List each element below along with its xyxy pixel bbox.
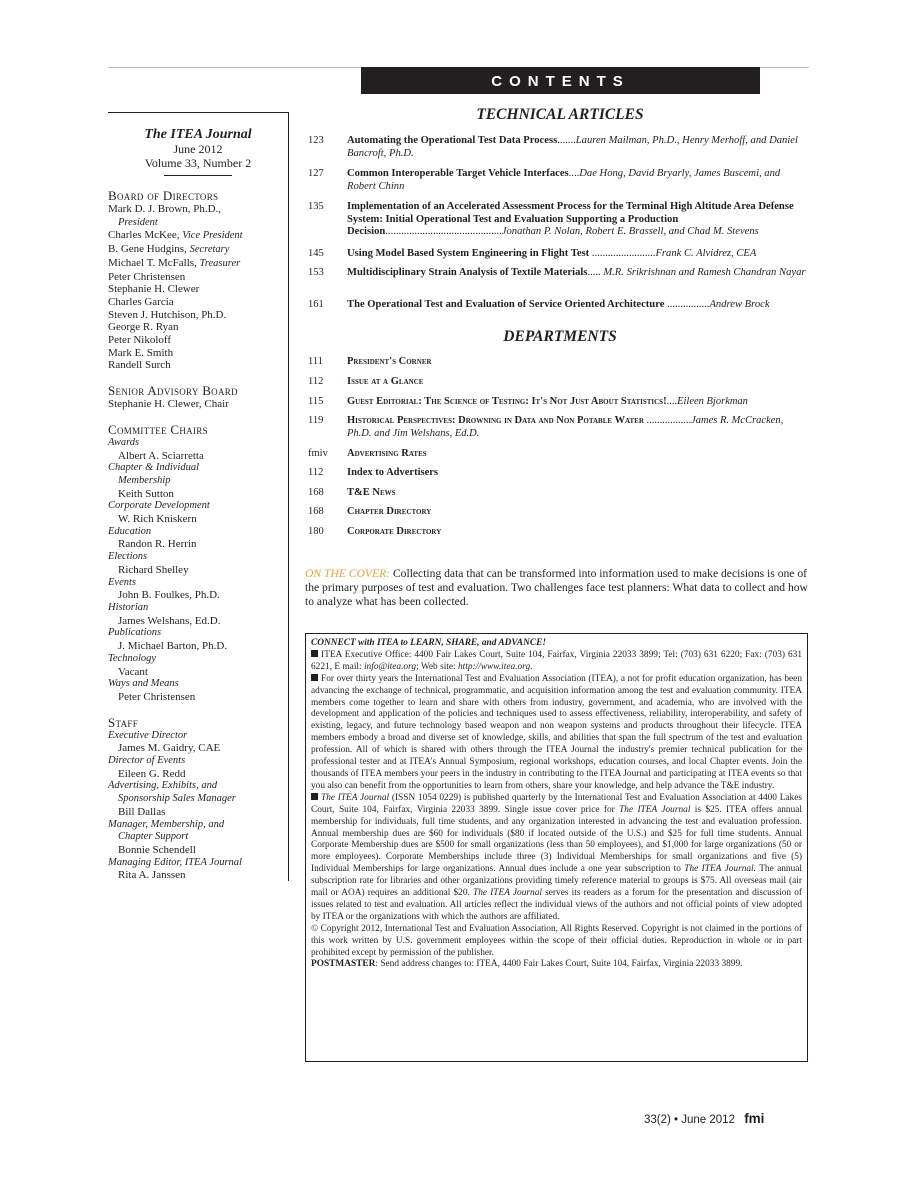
department-authors: Eileen Bjorkman [677, 396, 748, 407]
board-member [108, 334, 288, 347]
committee-name: Richard Shelley [118, 563, 189, 576]
department-body [347, 356, 808, 369]
staff-category: Manager, Membership, and [108, 818, 225, 830]
leader-dots: ................ [664, 299, 710, 310]
bullet-square-icon [311, 793, 318, 800]
committee-section [108, 423, 288, 704]
board-member-role: Vice President [182, 230, 243, 242]
article-body [347, 168, 808, 193]
article-page: 145 [308, 248, 324, 259]
connect-heading: CONNECT with ITEA to LEARN, SHARE, and ADVANCE! [311, 638, 546, 648]
leader-dots: .... [568, 168, 580, 179]
department-page: 112 [308, 376, 324, 387]
issue-date: June 2012 [173, 142, 223, 156]
article-title: Common Interoperable Target Vehicle Interfaces [347, 168, 569, 179]
board-member-name: Charles McKee, [108, 229, 180, 242]
staff-section [108, 716, 288, 882]
board-member [108, 309, 288, 322]
pub-title-4: The ITEA Journal [473, 888, 542, 899]
website-link[interactable]: http://www.itea.org [457, 661, 531, 672]
departments-heading: DEPARTMENTS [503, 328, 617, 345]
department-page: 111 [308, 356, 323, 367]
board-member-name: Charles Garcia [108, 295, 174, 308]
staff-category: Director of Events [108, 755, 186, 767]
board-member-name: Mark D. J. Brown, Ph.D., [108, 203, 222, 215]
footer-page-mark: fmi [744, 1111, 765, 1126]
committee-category: Chapter & Individual [108, 462, 199, 474]
pub-title: The ITEA Journal [321, 792, 390, 803]
department-body [347, 376, 808, 389]
board-member [108, 359, 288, 372]
staff-name: Eileen G. Redd [118, 767, 186, 780]
itea-info-box [305, 633, 808, 1062]
board-member-name: Stephanie H. Clewer [108, 283, 200, 296]
committee-category: Ways and Means [108, 678, 179, 690]
board-member-role: President [118, 216, 158, 228]
board-member-name: Randell Surch [108, 359, 171, 372]
technical-articles-heading: TECHNICAL ARTICLES [476, 106, 644, 123]
committee-name: Vacant [118, 665, 148, 678]
advisory-section [108, 384, 288, 411]
board-member [108, 283, 288, 296]
department-entry [308, 487, 808, 500]
committee-name: J. Michael Barton, Ph.D. [118, 640, 228, 653]
committee-name: James Welshans, Ed.D. [118, 614, 221, 627]
board-member [108, 229, 288, 243]
department-body [347, 415, 808, 440]
pub-text-2: is $25. ITEA offers annual membership for individuals, full time students, and any organization interested in advancing the test and evaluation profession. Annual membership dues are $60 for individuals ($80 if located outside of the U.S.) and $25 for full time students. Annual Corporate Membership dues are $500 for small organizations (less than 50 employees), and $1,000 for large organizations (50 or more employees). Corporate Memberships include three (3) Individual Memberships for small organizations and five (5) Individual Memberships for large organizations. Annual dues include a one year subscription to [311, 804, 802, 875]
article-authors: Jonathan P. Nolan, Robert E. Brassell, and Chad M. Stevens [501, 226, 759, 237]
article-entry [308, 201, 808, 239]
board-member-role-line [108, 216, 288, 230]
department-entry [308, 415, 808, 440]
article-page: 161 [308, 299, 324, 310]
department-title: Guest Editorial: The Science of Testing: It's Not Just About Statistics! [347, 396, 667, 407]
staff-name: Bonnie Schendell [118, 843, 196, 856]
committee-category: Corporate Development [108, 500, 210, 512]
board-member-name: Mark E. Smith [108, 346, 174, 359]
board-member [108, 243, 288, 257]
masthead-divider [164, 175, 232, 176]
staff-category: Executive Director [108, 729, 188, 741]
bullet-square-icon [311, 674, 318, 681]
department-page: 115 [308, 396, 324, 407]
article-authors: Frank C. Alvidrez, CEA [655, 248, 757, 259]
board-member-name: B. Gene Hudgins, [108, 243, 187, 256]
article-title: The Operational Test and Evaluation of Service Oriented Architecture [347, 299, 665, 310]
committee-category: Publications [108, 627, 162, 639]
staff-name: James M. Gaidry, CAE [118, 742, 221, 755]
pub-title-2: The ITEA Journal [619, 804, 691, 815]
article-entry [308, 299, 808, 312]
advisory-chair: Stephanie H. Clewer, Chair [108, 398, 229, 411]
department-body [347, 448, 808, 461]
article-title: Multidisciplinary Strain Analysis of Textile Materials [347, 267, 588, 278]
board-member [108, 203, 288, 216]
article-body [347, 201, 808, 239]
office-text: ITEA Executive Office: 4400 Fair Lakes Court, Suite 104, Fairfax, Virginia 22033 3899; Tel: (703) 631 6220; Fax: (703) 631 6221, E mail: [311, 649, 802, 672]
committee-name: Keith Sutton [118, 487, 174, 500]
department-entry [308, 448, 808, 461]
issue-volume: Volume 33, Number 2 [144, 156, 252, 170]
article-entry [308, 135, 808, 160]
board-section [108, 189, 288, 372]
leader-dots: .... [666, 396, 678, 407]
staff-category-cont: Sponsorship Sales Manager [118, 793, 236, 805]
board-member [108, 321, 288, 334]
article-page: 127 [308, 168, 324, 179]
board-member-name: Steven J. Hutchison, Ph.D. [108, 308, 227, 321]
committee-category: Events [108, 576, 136, 588]
board-member [108, 296, 288, 309]
department-page: 168 [308, 506, 324, 517]
pub-text-4: serves its readers as a forum for the presentation and discussion of issues related to test and evaluation. All articles reflect the individual views of the authors and not official points of view adopted by ITEA or the organizations with which the authors are affiliated. [311, 888, 803, 922]
article-page: 123 [308, 135, 324, 146]
leader-dots: ..... [587, 267, 604, 278]
department-body [347, 506, 808, 519]
committee-name: Peter Christensen [118, 690, 196, 703]
department-page: 112 [308, 467, 324, 478]
committee-name: Albert A. Sciarretta [118, 449, 204, 462]
board-member-name: George R. Ryan [108, 321, 179, 334]
committee-name: W. Rich Kniskern [118, 513, 197, 526]
article-entry [308, 168, 808, 193]
committee-category: Historian [108, 601, 149, 613]
staff-name: Bill Dallas [118, 805, 166, 818]
board-member-role: Secretary [189, 244, 230, 256]
cover-text: Collecting data that can be transformed into information used to make decisions is one of the primary purposes of test and evaluation. Two challenges face test planners: What data to collect and how to analyze what has been collected. [305, 567, 808, 608]
cover-description [305, 567, 810, 608]
staff-name: Rita A. Janssen [118, 869, 186, 882]
article-title: Automating the Operational Test Data Process [347, 135, 558, 146]
email-link[interactable]: info@itea.org [363, 661, 417, 672]
board-member [108, 271, 288, 284]
article-authors: M.R. Srikrishnan and Ramesh Chandran Nayar [603, 267, 806, 278]
department-body [347, 396, 808, 409]
department-body [347, 526, 808, 539]
web-end: . [530, 661, 533, 672]
article-body [347, 135, 808, 160]
article-authors: Andrew Brock [709, 299, 770, 310]
department-title: T&E News [347, 487, 396, 498]
department-page: fmiv [308, 448, 328, 459]
leader-dots: ............................................ [385, 226, 502, 237]
cover-label: ON THE COVER: [305, 567, 391, 580]
committee-name: John B. Foulkes, Ph.D. [118, 589, 220, 602]
staff-category: Advertising, Exhibits, and [108, 780, 218, 792]
leader-dots: ....... [557, 135, 576, 146]
pub-text-1: (ISSN 1054 0229) is published quarterly by the International Test and Evaluation Association at 4400 Lakes Court, Suite 104, Fairfax, Virginia 22033 3899. Single issue cover price for [311, 792, 803, 815]
footer-issue: 33(2) • June 2012 [644, 1114, 735, 1126]
department-entry [308, 526, 808, 539]
department-title: Corporate Directory [347, 526, 442, 537]
leader-dots: ........................ [589, 248, 656, 259]
committee-name: Randon R. Herrin [118, 538, 197, 551]
department-entry [308, 506, 808, 519]
department-entry [308, 376, 808, 389]
department-page: 119 [308, 415, 324, 426]
committee-category-cont: Membership [118, 474, 171, 486]
committee-category: Awards [108, 436, 140, 448]
committee-category: Education [108, 525, 152, 537]
article-authors: Lauren Mailman, Ph.D., Henry Merhoff, and Daniel Bancroft, Ph.D. [347, 135, 798, 159]
board-member [108, 257, 288, 271]
board-heading: Board of Directors [108, 188, 219, 203]
department-title: Chapter Directory [347, 506, 432, 517]
board-member-name: Peter Nikoloff [108, 334, 172, 347]
bullet-square-icon [311, 650, 318, 657]
staff-heading: Staff [108, 714, 139, 730]
department-title: Issue at a Glance [347, 376, 424, 387]
staff-category-cont: Chapter Support [118, 831, 189, 843]
committee-category: Technology [108, 652, 157, 664]
article-body [347, 267, 808, 280]
article-body [347, 299, 808, 312]
article-page: 135 [308, 201, 324, 212]
pub-title-3: The ITEA Journal. [684, 864, 756, 875]
department-entry [308, 467, 808, 480]
about-text: For over thirty years the International Test and Evaluation Association (ITEA), a not for profit education organization, has been advancing the exchange of technical, programmatic, and acquisition information among the test and evaluation community. ITEA members come together to learn and share with others from industry, government, and academia, who are involved with the development and application of the policies and techniques used to assess effectiveness, reliability, interoperability, and safety of existing, legacy, and future technology based weapon and non weapon systems and products throughout their lifecycle. ITEA members embody a broad and diverse set of knowledge, skills, and abilities that span the full spectrum of the test and evaluation profession. All of which is shared with others through the ITEA Journal the industry's premier technical publication for the professional tester and at ITEA's Annual Symposium, regional workshops, education courses, and local Chapter events. Join the thousands of ITEA members your peers in the industry in contributing to the ITEA Journal and participating at ITEA events so that you also can benefit from the opportunities to learn from others, share your knowledge, and help advance the T&E industry. [311, 673, 802, 791]
board-member-name: Michael T. McFalls, [108, 256, 197, 269]
web-label: ; Web site: [416, 661, 458, 672]
department-entry [308, 396, 808, 409]
staff-category: Managing Editor, ITEA Journal [108, 856, 242, 868]
department-page: 168 [308, 487, 324, 498]
copyright-text: © Copyright 2012, International Test and Evaluation Association, All Rights Reserved. Copyright is not claimed in the portions of this work written by U.S. government employees within the scope of their official duties. Reproduction in whole or in part prohibited except by permission of the publisher. [311, 923, 802, 958]
committee-heading: Committee Chairs [108, 421, 208, 437]
board-member-name: Peter Christensen [108, 270, 186, 283]
department-body [347, 467, 808, 480]
advisory-heading: Senior Advisory Board [108, 383, 238, 399]
contents-banner: CONTENTS [361, 67, 760, 94]
department-title: Historical Perspectives: Drowning in Data and Non Potable Water [347, 415, 644, 426]
postmaster-text: : Send address changes to: ITEA, 4400 Fair Lakes Court, Suite 104, Fairfax, Virginia 22033 3899. [375, 959, 743, 970]
journal-title: The ITEA Journal [144, 127, 252, 142]
department-title: Index to Advertisers [347, 467, 438, 478]
department-body [347, 487, 808, 500]
department-entry [308, 356, 808, 369]
masthead-sidebar [108, 112, 289, 881]
article-page: 153 [308, 267, 324, 278]
article-entry [308, 248, 808, 261]
article-entry [308, 267, 808, 280]
board-member-role: Treasurer [199, 257, 241, 269]
department-title: Advertising Rates [347, 448, 427, 459]
department-page: 180 [308, 526, 324, 537]
article-title: Implementation of an Accelerated Assessment Process for the Terminal High Altitude Area Defense System: Initial Operational Test and Evaluation Supporting a Production Decision [347, 201, 794, 237]
article-title: Using Model Based System Engineering in Flight Test [347, 248, 590, 259]
article-body [347, 248, 808, 261]
leader-dots: ................. [643, 415, 692, 426]
committee-category: Elections [108, 551, 148, 563]
page-footer [644, 1111, 764, 1126]
article-authors: Dae Hong, David Bryarly, James Buscemi, and Robert Chinn [347, 168, 781, 192]
postmaster-label: POSTMASTER [311, 959, 376, 970]
department-authors: James R. McCracken, Ph.D. and Jim Welshans, Ed.D. [347, 415, 784, 439]
pub-text-3: The annual subscription rate for libraries and other organizations providing timely reference material to groups is $75. All overseas mail (air mail or AOA) requires an additional $20. [311, 864, 803, 899]
board-member [108, 347, 288, 360]
department-title: President's Corner [347, 356, 432, 367]
